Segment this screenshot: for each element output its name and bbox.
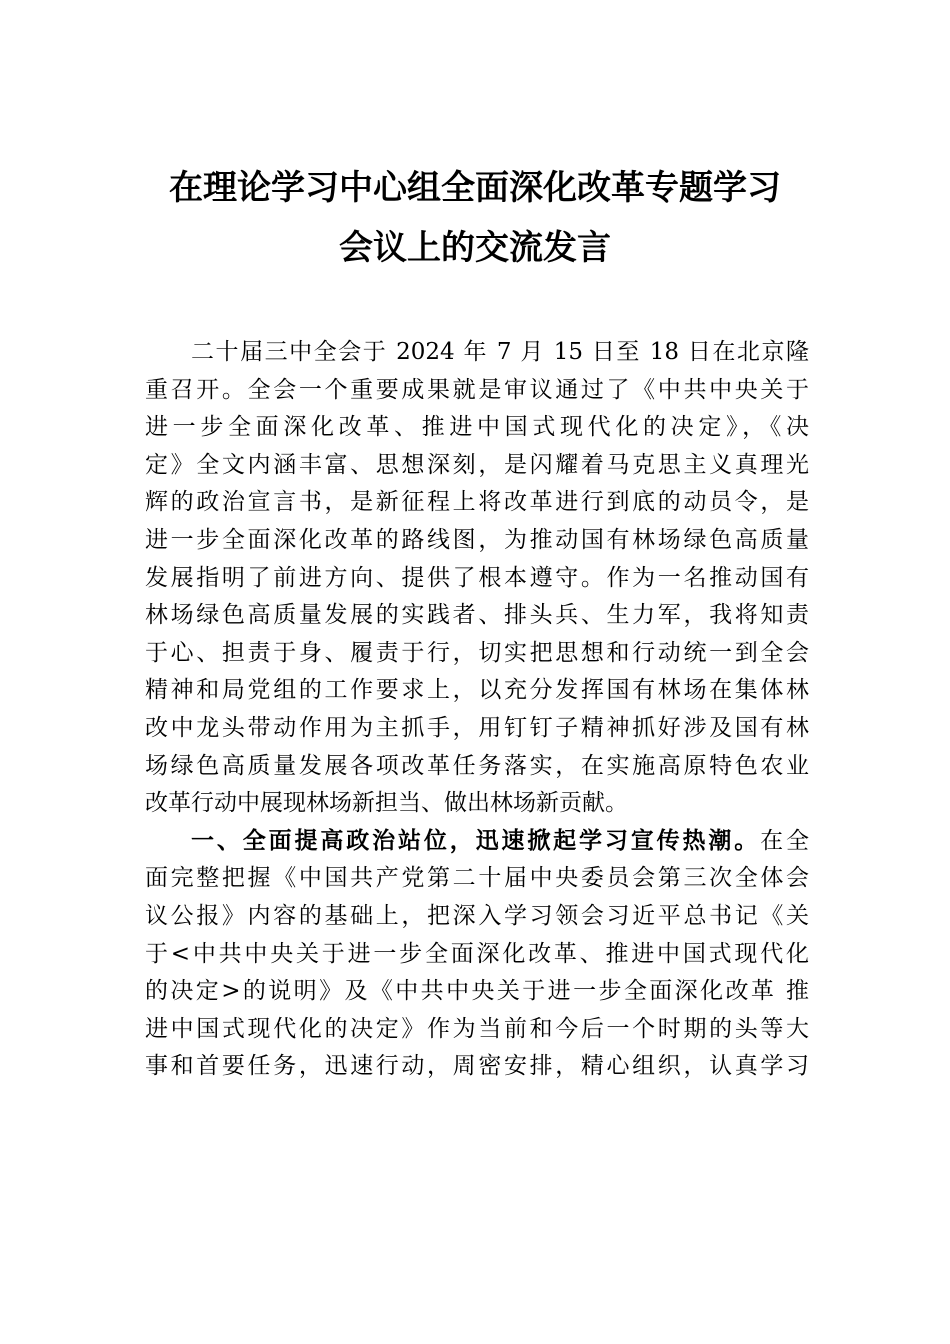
- paragraph-line: 发展指明了前进方向、提供了根本遵守。作为一名推动国有: [145, 564, 809, 591]
- paragraph-line: 改革行动中展现林场新担当、做出林场新贡献。: [145, 790, 628, 817]
- paragraph-line: 于心、担责于身、履责于行，切实把思想和行动统一到全会: [145, 639, 809, 666]
- paragraph-line: 改中龙头带动作用为主抓手，用钉钉子精神抓好涉及国有林: [145, 714, 809, 741]
- section-line: 进中国式现代化的决定》作为当前和今后一个时期的头等大: [145, 1015, 809, 1042]
- section-heading-tail: 在全: [760, 827, 809, 854]
- paragraph-line: 辉的政治宣言书，是新征程上将改革进行到底的动员令，是: [145, 489, 809, 516]
- paragraph-line: 进一步全面深化改革、推进中国式现代化的决定》，《决: [145, 414, 809, 441]
- paragraph-line: 重召开。全会一个重要成果就是审议通过了《中共中央关于: [145, 376, 809, 403]
- paragraph-line: 进一步全面深化改革的路线图，为推动国有林场绿色高质量: [145, 526, 809, 553]
- section-heading-line: [145, 823, 809, 861]
- document-title: [100, 158, 850, 278]
- document-body: [145, 334, 809, 1086]
- section-line: 议公报》内容的基础上，把深入学习领会习近平总书记《关: [145, 902, 809, 929]
- section-line: 事和首要任务，迅速行动，周密安排，精心组织，认真学习: [145, 1053, 809, 1080]
- paragraph-line: 精神和局党组的工作要求上，以充分发挥国有林场在集体林: [145, 677, 809, 704]
- title-line-2: 会议上的交流发言: [339, 228, 611, 268]
- paragraph-line: 二十届三中全会于 2024 年 7 月 15 日至 18 日在北京隆: [191, 339, 809, 365]
- paragraph-line: 场绿色高质量发展各项改革任务落实，在实施高原特色农业: [145, 752, 809, 779]
- section-line: 于<中共中央关于进一步全面深化改革、推进中国式现代化: [145, 940, 809, 967]
- paragraph-line: 定》全文内涵丰富、思想深刻，是闪耀着马克思主义真理光: [145, 451, 809, 478]
- section-heading: 一、全面提高政治站位，迅速掀起学习宣传热潮。: [191, 827, 761, 854]
- paragraph-line: 林场绿色高质量发展的实践者、排头兵、生力军，我将知责: [145, 602, 809, 629]
- section-line: 的决定>的说明》及《中共中央关于进一步全面深化改革 推: [145, 978, 809, 1005]
- title-line-1: 在理论学习中心组全面深化改革专题学习: [169, 168, 781, 208]
- section-line: 面完整把握《中国共产党第二十届中央委员会第三次全体会: [145, 865, 809, 892]
